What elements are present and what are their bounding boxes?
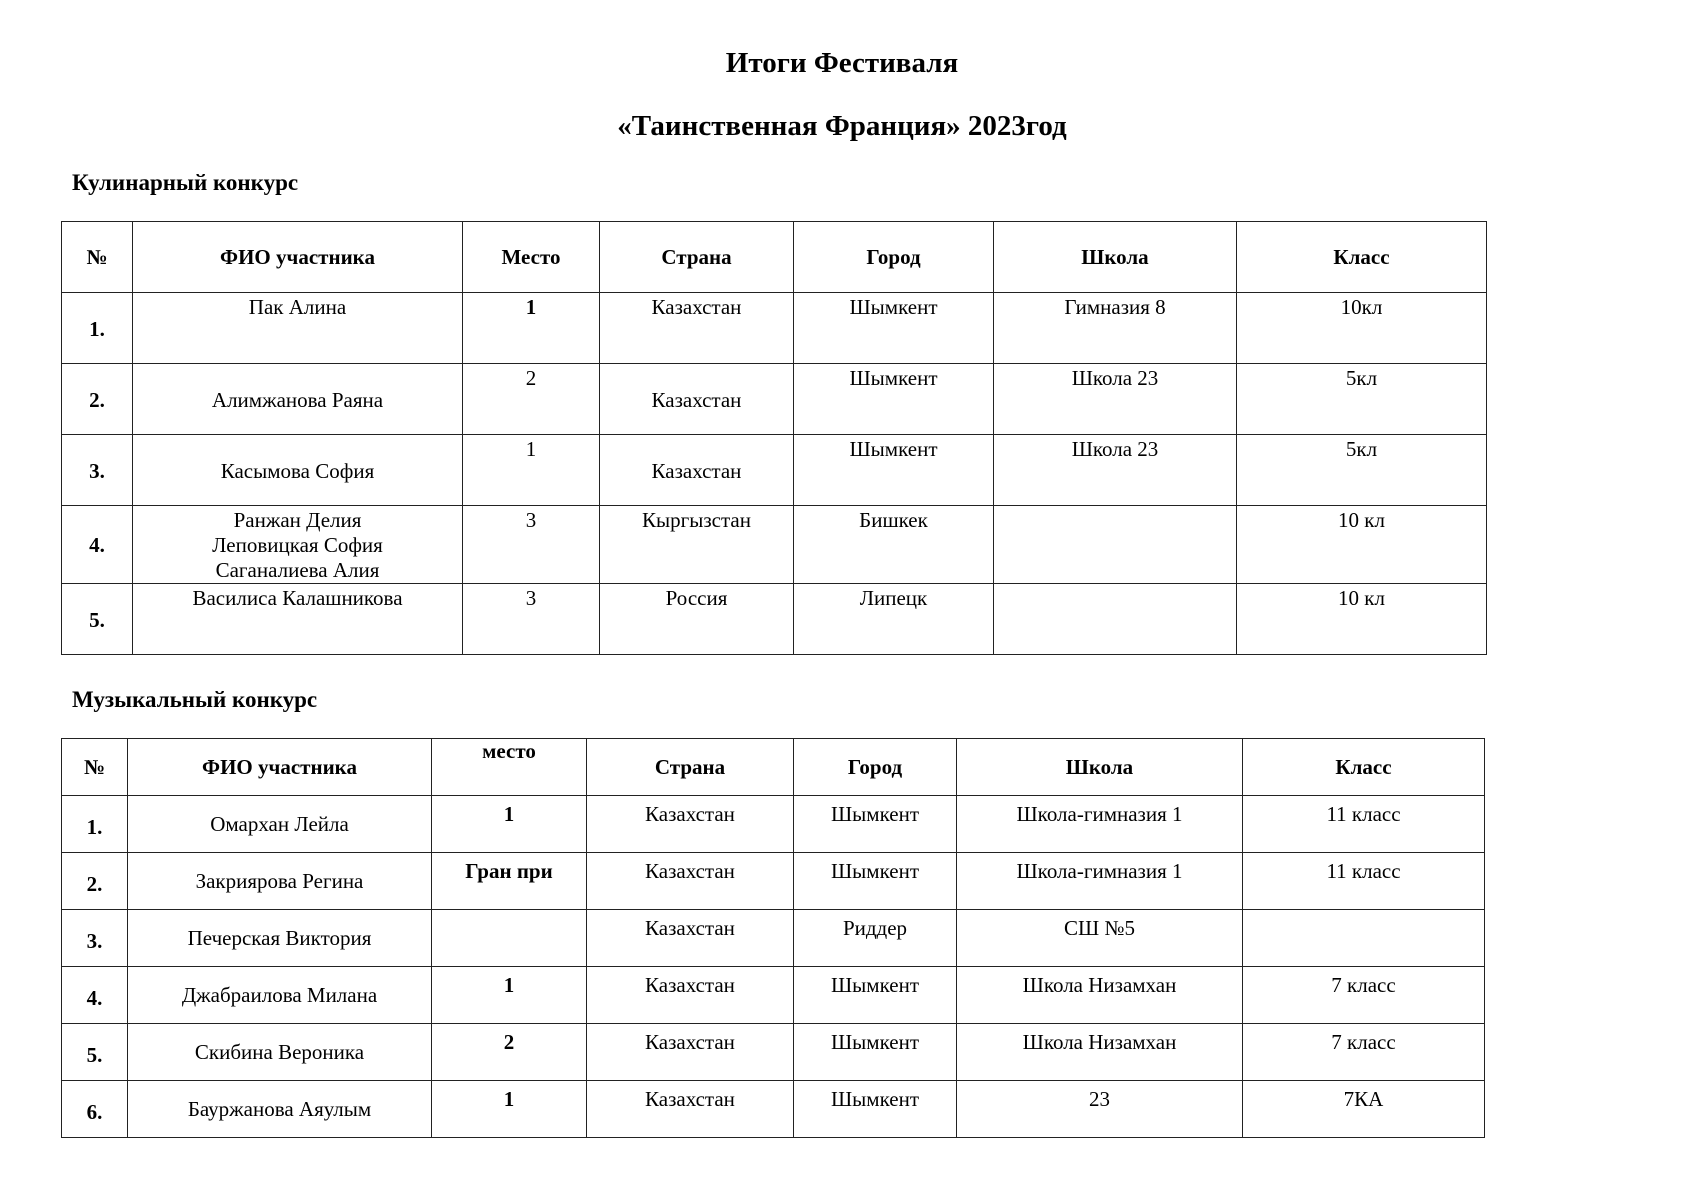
- participant-name: Василиса Калашникова: [133, 584, 463, 655]
- grade-cell: 5кл: [1237, 435, 1487, 506]
- participant-name: Закриярова Регина: [128, 853, 432, 910]
- table-row: [62, 364, 1487, 435]
- school-cell: Школа 23: [994, 364, 1237, 435]
- column-header-city: Город: [794, 222, 994, 293]
- place-cell: 1: [463, 435, 600, 506]
- school-cell: Школа Низамхан: [957, 967, 1243, 1024]
- page-subtitle: «Таинственная Франция» 2023год: [617, 110, 1067, 142]
- school-cell: Школа 23: [994, 435, 1237, 506]
- row-number: 4.: [62, 967, 128, 1024]
- column-header-grade: Класс: [1243, 739, 1485, 796]
- place-cell: 1: [432, 967, 587, 1024]
- city-cell: Шымкент: [794, 293, 994, 364]
- participant-name: Пак Алина: [133, 293, 463, 364]
- participant-name: Алимжанова Раяна: [133, 364, 463, 435]
- music-results-table: [61, 738, 1485, 1138]
- grade-cell: 11 класс: [1243, 853, 1485, 910]
- table-row: [62, 1024, 1485, 1081]
- place-cell: 2: [432, 1024, 587, 1081]
- place-cell: 1: [463, 293, 600, 364]
- place-cell: Гран при: [432, 853, 587, 910]
- row-number: 3.: [62, 435, 133, 506]
- column-header-name: ФИО участника: [128, 739, 432, 796]
- column-header-number: №: [62, 739, 128, 796]
- place-cell: 1: [432, 796, 587, 853]
- city-cell: Шымкент: [794, 1081, 957, 1138]
- table-row: [62, 967, 1485, 1024]
- participant-name: Касымова София: [133, 435, 463, 506]
- school-cell: СШ №5: [957, 910, 1243, 967]
- column-header-city: Город: [794, 739, 957, 796]
- page-title: Итоги Фестиваля: [725, 47, 959, 79]
- country-cell: Казахстан: [587, 1081, 794, 1138]
- country-cell: Казахстан: [587, 967, 794, 1024]
- school-cell: 23: [957, 1081, 1243, 1138]
- table-row: [62, 584, 1487, 655]
- table-row: [62, 293, 1487, 364]
- place-cell: 2: [463, 364, 600, 435]
- column-header-place: Место: [463, 222, 600, 293]
- city-cell: Шымкент: [794, 364, 994, 435]
- column-header-country: Страна: [587, 739, 794, 796]
- school-cell: Школа-гимназия 1: [957, 853, 1243, 910]
- culinary-results-table: [61, 221, 1487, 655]
- row-number: 5.: [62, 584, 133, 655]
- participant-name: Печерская Виктория: [128, 910, 432, 967]
- country-cell: Россия: [600, 584, 794, 655]
- city-cell: Шымкент: [794, 1024, 957, 1081]
- table-row: [62, 853, 1485, 910]
- school-cell: [994, 506, 1237, 584]
- country-cell: Казахстан: [587, 910, 794, 967]
- place-cell: 3: [463, 506, 600, 584]
- place-cell: 3: [463, 584, 600, 655]
- grade-cell: 7 класс: [1243, 967, 1485, 1024]
- participant-name: Леповицкая София: [212, 533, 383, 557]
- country-cell: Кыргызстан: [600, 506, 794, 584]
- table-row: [62, 1081, 1485, 1138]
- row-number: 5.: [62, 1024, 128, 1081]
- participant-name: Омархан Лейла: [128, 796, 432, 853]
- column-header-number: №: [62, 222, 133, 293]
- participant-name: Бауржанова Аяулым: [128, 1081, 432, 1138]
- country-cell: Казахстан: [600, 364, 794, 435]
- row-number: 1.: [62, 796, 128, 853]
- table-header-row: [62, 222, 1487, 293]
- grade-cell: 10кл: [1237, 293, 1487, 364]
- participant-name: Джабраилова Милана: [128, 967, 432, 1024]
- grade-cell: 7 класс: [1243, 1024, 1485, 1081]
- city-cell: Шымкент: [794, 435, 994, 506]
- column-header-name: ФИО участника: [133, 222, 463, 293]
- music-section-title: Музыкальный конкурс: [72, 687, 318, 712]
- school-cell: [994, 584, 1237, 655]
- table-row: [62, 435, 1487, 506]
- table-row: [62, 910, 1485, 967]
- column-header-country: Страна: [600, 222, 794, 293]
- country-cell: Казахстан: [600, 293, 794, 364]
- table-header-row: [62, 739, 1485, 796]
- country-cell: Казахстан: [587, 1024, 794, 1081]
- city-cell: Риддер: [794, 910, 957, 967]
- column-header-place: место: [432, 739, 587, 796]
- row-number: 3.: [62, 910, 128, 967]
- city-cell: Шымкент: [794, 967, 957, 1024]
- row-number: 2.: [62, 364, 133, 435]
- school-cell: Школа-гимназия 1: [957, 796, 1243, 853]
- city-cell: Шымкент: [794, 853, 957, 910]
- grade-cell: 10 кл: [1237, 584, 1487, 655]
- school-cell: Гимназия 8: [994, 293, 1237, 364]
- participant-names: [133, 506, 463, 584]
- city-cell: Шымкент: [794, 796, 957, 853]
- culinary-section-title: Кулинарный конкурс: [72, 170, 299, 195]
- place-cell: 1: [432, 1081, 587, 1138]
- column-header-grade: Класс: [1237, 222, 1487, 293]
- participant-name: Скибина Вероника: [128, 1024, 432, 1081]
- grade-cell: 10 кл: [1237, 506, 1487, 584]
- grade-cell: 5кл: [1237, 364, 1487, 435]
- participant-name: Ранжан Делия: [233, 508, 362, 532]
- city-cell: Бишкек: [794, 506, 994, 584]
- table-row: [62, 796, 1485, 853]
- country-cell: Казахстан: [587, 796, 794, 853]
- country-cell: Казахстан: [587, 853, 794, 910]
- country-cell: Казахстан: [600, 435, 794, 506]
- row-number: 2.: [62, 853, 128, 910]
- grade-cell: [1243, 910, 1485, 967]
- column-header-school: Школа: [994, 222, 1237, 293]
- city-cell: Липецк: [794, 584, 994, 655]
- table-row: [62, 506, 1487, 584]
- participant-name: Саганалиева Алия: [215, 558, 380, 582]
- row-number: 1.: [62, 293, 133, 364]
- row-number: 4.: [62, 506, 133, 584]
- school-cell: Школа Низамхан: [957, 1024, 1243, 1081]
- place-cell: [432, 910, 587, 967]
- row-number: 6.: [62, 1081, 128, 1138]
- grade-cell: 7КА: [1243, 1081, 1485, 1138]
- grade-cell: 11 класс: [1243, 796, 1485, 853]
- column-header-school: Школа: [957, 739, 1243, 796]
